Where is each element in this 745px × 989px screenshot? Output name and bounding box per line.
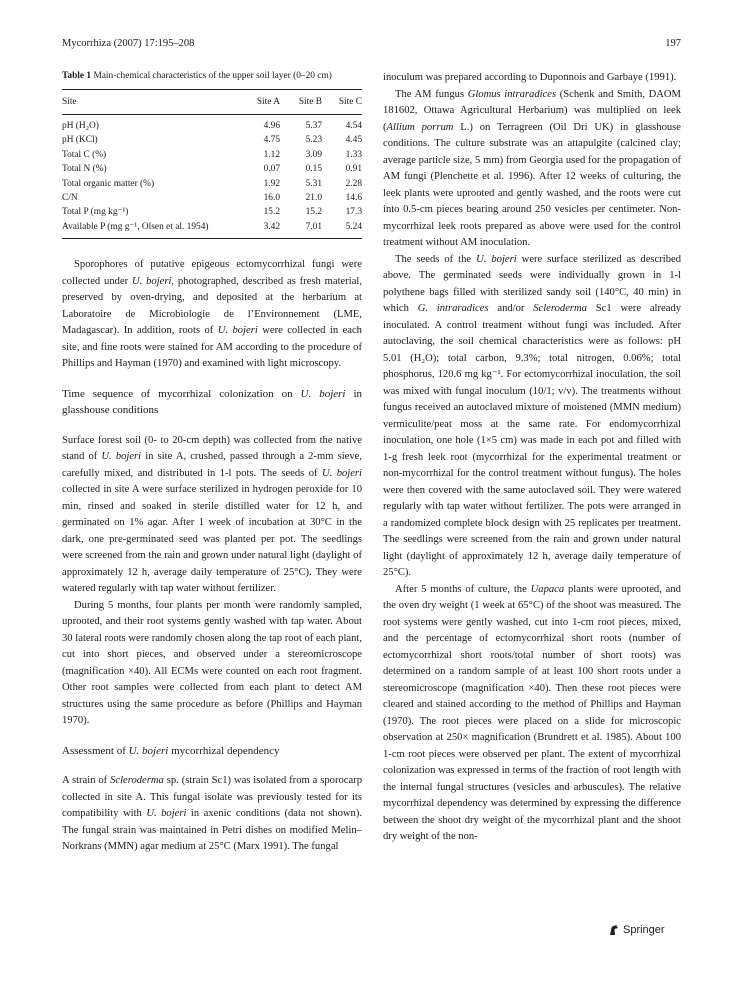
table-row: [62, 115, 362, 134]
table-row: [62, 191, 362, 205]
table-header-row: [62, 89, 362, 115]
table-label: Table 1: [62, 71, 92, 81]
cell-site-c: 14.6: [345, 193, 362, 204]
publisher-logo: [608, 924, 665, 936]
row-label: pH (KCl): [62, 135, 98, 146]
journal-citation: Mycorrhiza (2007) 17:195–208: [62, 38, 195, 49]
cell-site-c: 5.24: [322, 220, 362, 239]
row-label: Available P (mg g⁻¹, Olsen et al. 1954): [62, 220, 240, 239]
springer-horse-icon: [608, 924, 620, 936]
table-row: [62, 177, 362, 191]
cell-site-c: 4.54: [345, 121, 362, 131]
paragraph: The AM fungus Glomus intraradices (Schenk and Smith, DAOM 181602, Ottawa Agricultural Herbarium) was multiplied on leek (Allium porrum L.) on Terragreen (Oil Dri UK) in glasshouse conditions. The culture substrate was an attapulgite (calcined clay; average particle size, 5 mm) from Georgia used for the propagation of AM fungi (Plenchette et al. 1996). After 12 weeks of culturing, the leek plants were uprooted and gently washed, and the roots were cut into 0.5-cm pieces bearing around 250 vesicles per centimeter. Non-mycorrhizal leek roots prepared as above were used for the control treatment without AM inoculation.: [383, 88, 681, 248]
col-header-site-c: Site C: [322, 89, 362, 115]
cell-site-b: 7.01: [280, 220, 322, 239]
section-heading: Time sequence of mycorrhizal colonization on U. bojeri in glasshouse conditions: [62, 387, 362, 417]
running-header: [62, 38, 681, 54]
table-caption: [62, 70, 362, 83]
row-label: Total C (%): [62, 149, 107, 160]
cell-site-a: 3.42: [240, 220, 280, 239]
paragraph: inoculum was prepared according to Duponnois and Garbaye (1991).: [383, 72, 677, 83]
table-row: [62, 148, 362, 162]
paragraph: A strain of Scleroderma sp. (strain Sc1) was isolated from a sporocarp collected in site A. This fungal isolate was previously tested for its compatibility with U. bojeri in axenic conditions (data not shown). The fungal strain was maintained in Petri dishes on modified Melin–Norkrans (MMN) agar medium at 25°C (Marx 1991). The fungal: [62, 775, 362, 853]
cell-site-a: 1.92: [263, 178, 280, 189]
col-header-site-a: Site A: [240, 89, 280, 115]
left-column: [62, 70, 362, 856]
cell-site-c: 2.28: [345, 178, 362, 189]
paragraph: Surface forest soil (0- to 20-cm depth) was collected from the native stand of U. bojeri in site A, crushed, passed through a 2-mm sieve, carefully mixed, and distributed in 1-l pots. The seeds of U. bojeri collected in site A were surface sterilized in hydrogen peroxide for 10 min, rinsed and soaked in sterile distilled water for 12 h, and germinated on 1% agar. After 1 week of incubation at 30°C in the dark, one pre-germinated seed was planted per pot. The seedlings were screened from the rain and grown under natural light (daylight of approximately 12 h, average daily temperature of 25°C). They were watered regularly with tap water without fertilizer.: [62, 434, 362, 595]
cell-site-b: 3.09: [305, 149, 322, 160]
cell-site-c: 0.91: [345, 164, 362, 175]
cell-site-a: 4.75: [263, 135, 280, 146]
row-label: Total P (mg kg⁻¹): [62, 207, 129, 218]
section-heading: Assessment of U. bojeri mycorrhizal dependency: [62, 744, 280, 757]
publisher-name: Springer: [623, 924, 665, 936]
row-label: pH (H₂O): [62, 121, 99, 131]
paragraph: During 5 months, four plants per month were randomly sampled, uprooted, and their root systems gently washed with tap water. About 30 lateral roots were randomly chosen along the tap root of each plant, cut into short pieces, and observed under a stereomicroscope (magnification ×40). All ECMs were counted on each root fragment. Other root samples were collected from each plant to detect AM structures using the same procedure as before (Phillips and Hayman 1970).: [62, 599, 362, 727]
cell-site-b: 5.37: [305, 121, 322, 131]
table-row: [62, 162, 362, 176]
row-label: C/N: [62, 193, 78, 204]
table-row: [62, 205, 362, 219]
paragraph: Sporophores of putative epigeous ectomycorrhizal fungi were collected under U. bojeri, photographed, described as fresh material, preserved by oven-drying, and deposited at the herbarium at Laboratoire de Microbiologie de l’Environnement (LME, Madagascar). In addition, roots of U. bojeri were collected in each site, and fine roots were stained for AM according to the procedure of Phillips and Hayman (1970) and examined with light microscopy.: [62, 259, 362, 370]
cell-site-c: 17.3: [345, 207, 362, 218]
page-number: 197: [665, 38, 681, 49]
row-label: Total N (%): [62, 164, 107, 175]
cell-site-a: 15.2: [263, 207, 280, 218]
row-label: Total organic matter (%): [62, 178, 155, 189]
cell-site-b: 5.23: [305, 135, 322, 146]
paragraph: The seeds of the U. bojeri were surface sterilized as described above. The germinated seeds were individually grown in 1-l polythene bags filled with sterilized sandy soil (140°C, 40 min) in which G. intraradices and/or Scleroderma Sc1 were already inoculated. A control treatment without fungi was included. After autoclaving, the soil chemical characteristics were as follows: pH 5.01 (H₂O); total carbon, 9.3%; total nitrogen, 0.06%; total phosphorus, 120.6 mg kg⁻¹. For ectomycorrhizal inoculation, the soil was mixed with fungal inoculum (10/1; v/v). The treatments without fungus received an autoclaved mixture of moistened (MMN medium) vermiculite/peat moss at the same rate. For endomycorrhizal inoculation, one hole (1×5 cm) was made in each pot and filled with 1-g fresh leek root (mycorrhizal for the experimental treatment or non-mycorrhizal for the control treatment without fungus). The holes were then covered with the same autoclaved soil. They were watered regularly with tap water without fertilizer. The pots were arranged in a randomized complete block design with 25 replicates per treatment. The seedlings were screened from the rain and grown under natural light (daylight of approximately 12 h, average daily temperature of 25°C).: [383, 253, 681, 578]
cell-site-c: 1.33: [345, 149, 362, 160]
table-row: [62, 133, 362, 147]
col-header-site-b: Site B: [280, 89, 322, 115]
cell-site-b: 21.0: [305, 193, 322, 204]
cell-site-b: 0.15: [305, 164, 322, 175]
paragraph: After 5 months of culture, the Uapaca plants were uprooted, and the oven dry weight (1 week at 65°C) of the shoot was measured. The root systems were gently washed, cut into 1-cm root pieces, mixed, and the percentage of ectomycorrhizal short roots (number of ectomycorrhizal short roots/total number of short roots) was determined on a random sample of at least 100 short roots under a stereomicroscope (magnification ×40). Then these root pieces were cleared and stained according to the method of Phillips and Hayman (1970). The root pieces were placed on a slide for microscopic observation at 250× magnification (Brundrett et al. 1985). About 100 1-cm root pieces were observed per plant. The extent of mycorrhizal colonization was expressed in terms of the fraction of root length with the internal fungal structures (vesicles and arbuscules). The relative mycorrhizal dependency was determined by expressing the difference between the shoot dry weight of the mycorrhizal plant and the shoot dry weight of the non-: [383, 583, 681, 842]
cell-site-a: 16.0: [263, 193, 280, 204]
col-header-site: Site: [62, 89, 240, 115]
table-row: [62, 220, 362, 239]
table-caption-text: Main-chemical characteristics of the upper soil layer (0–20 cm): [93, 71, 332, 81]
cell-site-a: 1.12: [263, 149, 280, 160]
cell-site-b: 5.31: [305, 178, 322, 189]
soil-characteristics-table: [62, 89, 362, 240]
cell-site-a: 0.07: [263, 164, 280, 175]
cell-site-c: 4.45: [345, 135, 362, 146]
cell-site-b: 15.2: [305, 207, 322, 218]
cell-site-a: 4.96: [263, 121, 280, 131]
right-column: [383, 70, 681, 846]
